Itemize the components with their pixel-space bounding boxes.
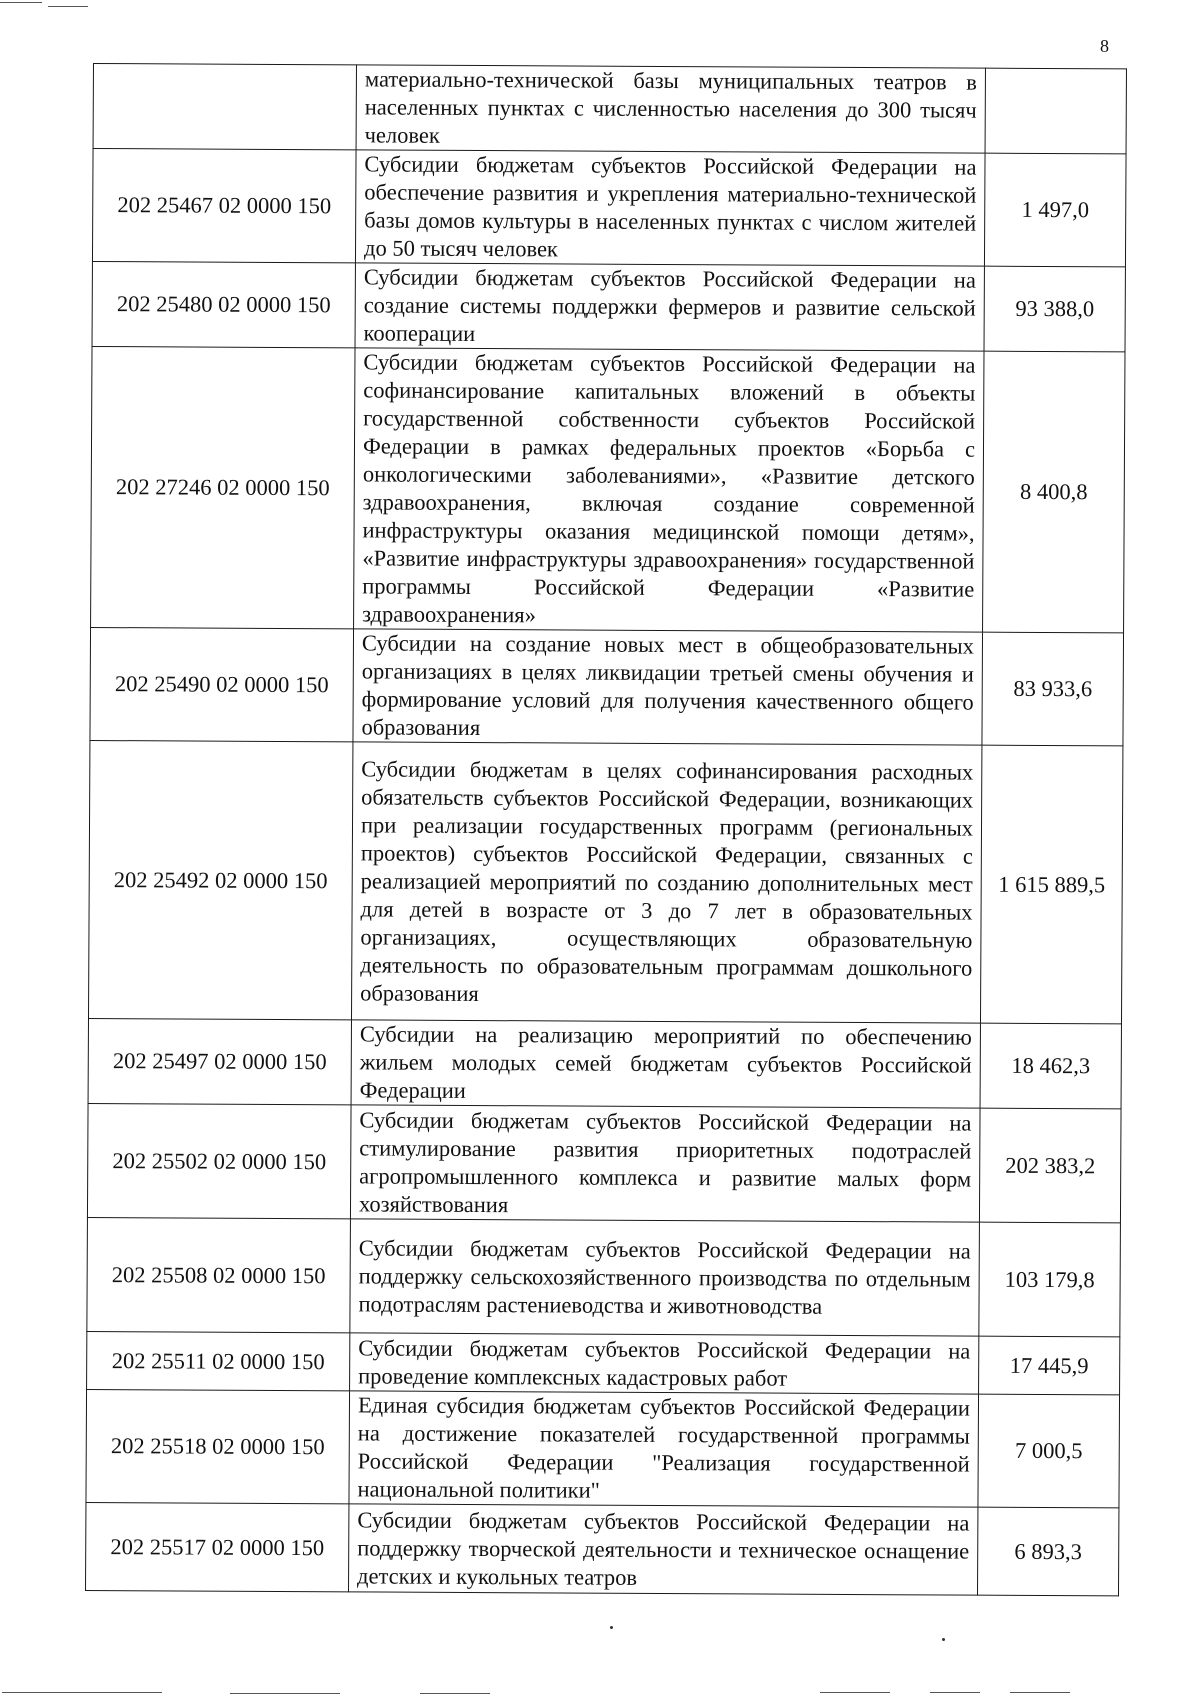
- amount-cell: 83 933,6: [982, 632, 1124, 746]
- description-cell: Субсидии на создание новых мест в общеобразовательных организациях в целях ликвидации третьей смены обучения и формирование условий для получения качественного общего образования: [353, 629, 983, 745]
- page-number: 8: [1100, 36, 1109, 56]
- amount-cell: 1 497,0: [984, 153, 1126, 267]
- scan-edge-mark: [48, 6, 88, 7]
- amount-cell: 202 383,2: [979, 1108, 1121, 1223]
- table-row: [92, 149, 1126, 267]
- table-row: [87, 1103, 1121, 1222]
- amount-cell: 7 000,5: [978, 1394, 1120, 1508]
- code-cell: 202 25511 02 0000 150: [87, 1331, 350, 1390]
- scan-speck: [610, 1626, 613, 1629]
- code-cell: 202 25518 02 0000 150: [86, 1389, 350, 1503]
- scan-edge-mark: [930, 1692, 980, 1693]
- amount-cell: 1 615 889,5: [980, 745, 1122, 1024]
- description-cell: Субсидии бюджетам в целях софинансирования расходных обязательств субъектов Российской Федерации, возникающих при реализации государственных программ (региональных проектов) субъектов Российской Федерации, связанных с реализацией мероприятий по созданию дополнительных мест для детей в возрасте от 3 до 7 лет в образовательных организациях, осуществляющих образовательную деятельность по образовательным программам дошкольного образования: [351, 742, 981, 1023]
- table-row: [87, 1331, 1120, 1394]
- code-cell: 202 25480 02 0000 150: [92, 261, 355, 347]
- code-cell: 202 25508 02 0000 150: [87, 1217, 351, 1332]
- amount-cell: [985, 68, 1126, 154]
- table-row: [86, 1389, 1120, 1507]
- scan-edge-mark: [420, 1693, 490, 1694]
- amount-cell: 17 445,9: [979, 1336, 1120, 1395]
- amount-cell: 93 388,0: [984, 266, 1125, 352]
- description-cell: Субсидии бюджетам субъектов Российской Федерации на проведение комплексных кадастровых работ: [350, 1333, 979, 1394]
- description-cell: Субсидии на реализацию мероприятий по обеспечению жильем молодых семей бюджетам субъектов Российской Федерации: [351, 1020, 980, 1108]
- code-cell: 202 27246 02 0000 150: [91, 346, 355, 628]
- code-cell: 202 25490 02 0000 150: [90, 627, 354, 741]
- amount-cell: 103 179,8: [979, 1222, 1121, 1337]
- description-cell: Единая субсидия бюджетам субъектов Российской Федерации на достижение показателей государственной программы Российской Федерации "Реализация государственной национальной политики": [349, 1391, 979, 1507]
- code-cell: 202 25492 02 0000 150: [88, 740, 352, 1019]
- scan-edge-mark: [1010, 1692, 1070, 1693]
- subsidies-table: [85, 63, 1127, 1596]
- code-cell: 202 25467 02 0000 150: [92, 149, 356, 263]
- description-cell: материально-технической базы муниципальных театров в населенных пунктах с численностью населения до 300 тысяч человек: [356, 65, 985, 153]
- scan-edge-mark: [0, 2, 42, 3]
- scan-edge-mark: [2, 1692, 162, 1693]
- table-row: [88, 1018, 1121, 1108]
- table-row: [87, 1217, 1121, 1336]
- table-row: [90, 627, 1124, 745]
- description-cell: Субсидии бюджетам субъектов Российской Федерации на софинансирование капитальных вложений в объекты государственной собственности субъектов Российской Федерации в рамках федеральных проектов «Борьба с онкологическими заболеваниями», «Развитие детского здравоохранения, включая создание современной инфраструктуры оказания медицинской помощи детям», «Развитие инфраструктуры здравоохранения» государственной программы Российской Федерации «Развитие здравоохранения»: [354, 348, 984, 632]
- scan-speck: [942, 1638, 945, 1641]
- table-row: [86, 1502, 1119, 1595]
- amount-cell: 18 462,3: [980, 1023, 1121, 1109]
- amount-cell: 6 893,3: [977, 1507, 1118, 1596]
- table-row: [93, 64, 1126, 154]
- code-cell: 202 25502 02 0000 150: [87, 1103, 351, 1218]
- scan-edge-mark: [230, 1693, 340, 1694]
- table-row: [92, 261, 1125, 351]
- table-row: [91, 346, 1125, 632]
- description-cell: Субсидии бюджетам субъектов Российской Федерации на стимулирование развития приоритетных подотраслей агропромышленного комплекса и развитие малых форм хозяйствования: [350, 1105, 980, 1222]
- scan-edge-mark: [820, 1692, 890, 1693]
- description-cell: Субсидии бюджетам субъектов Российской Федерации на поддержку сельскохозяйственного производства по отдельным подотраслям растениеводства и животноводства: [350, 1219, 980, 1336]
- code-cell: 202 25497 02 0000 150: [88, 1018, 351, 1104]
- code-cell: 202 25517 02 0000 150: [86, 1502, 349, 1591]
- description-cell: Субсидии бюджетам субъектов Российской Федерации на создание системы поддержки фермеров и развитие сельской кооперации: [355, 263, 984, 351]
- description-cell: Субсидии бюджетам субъектов Российской Федерации на поддержку творческой деятельности и техническое оснащение детских и кукольных театров: [348, 1504, 977, 1595]
- table-row: [88, 740, 1122, 1023]
- code-cell: [93, 64, 356, 150]
- amount-cell: 8 400,8: [983, 351, 1125, 633]
- description-cell: Субсидии бюджетам субъектов Российской Федерации на обеспечение развития и укрепления материально-технической базы домов культуры в населенных пунктах с числом жителей до 50 тысяч человек: [355, 150, 985, 266]
